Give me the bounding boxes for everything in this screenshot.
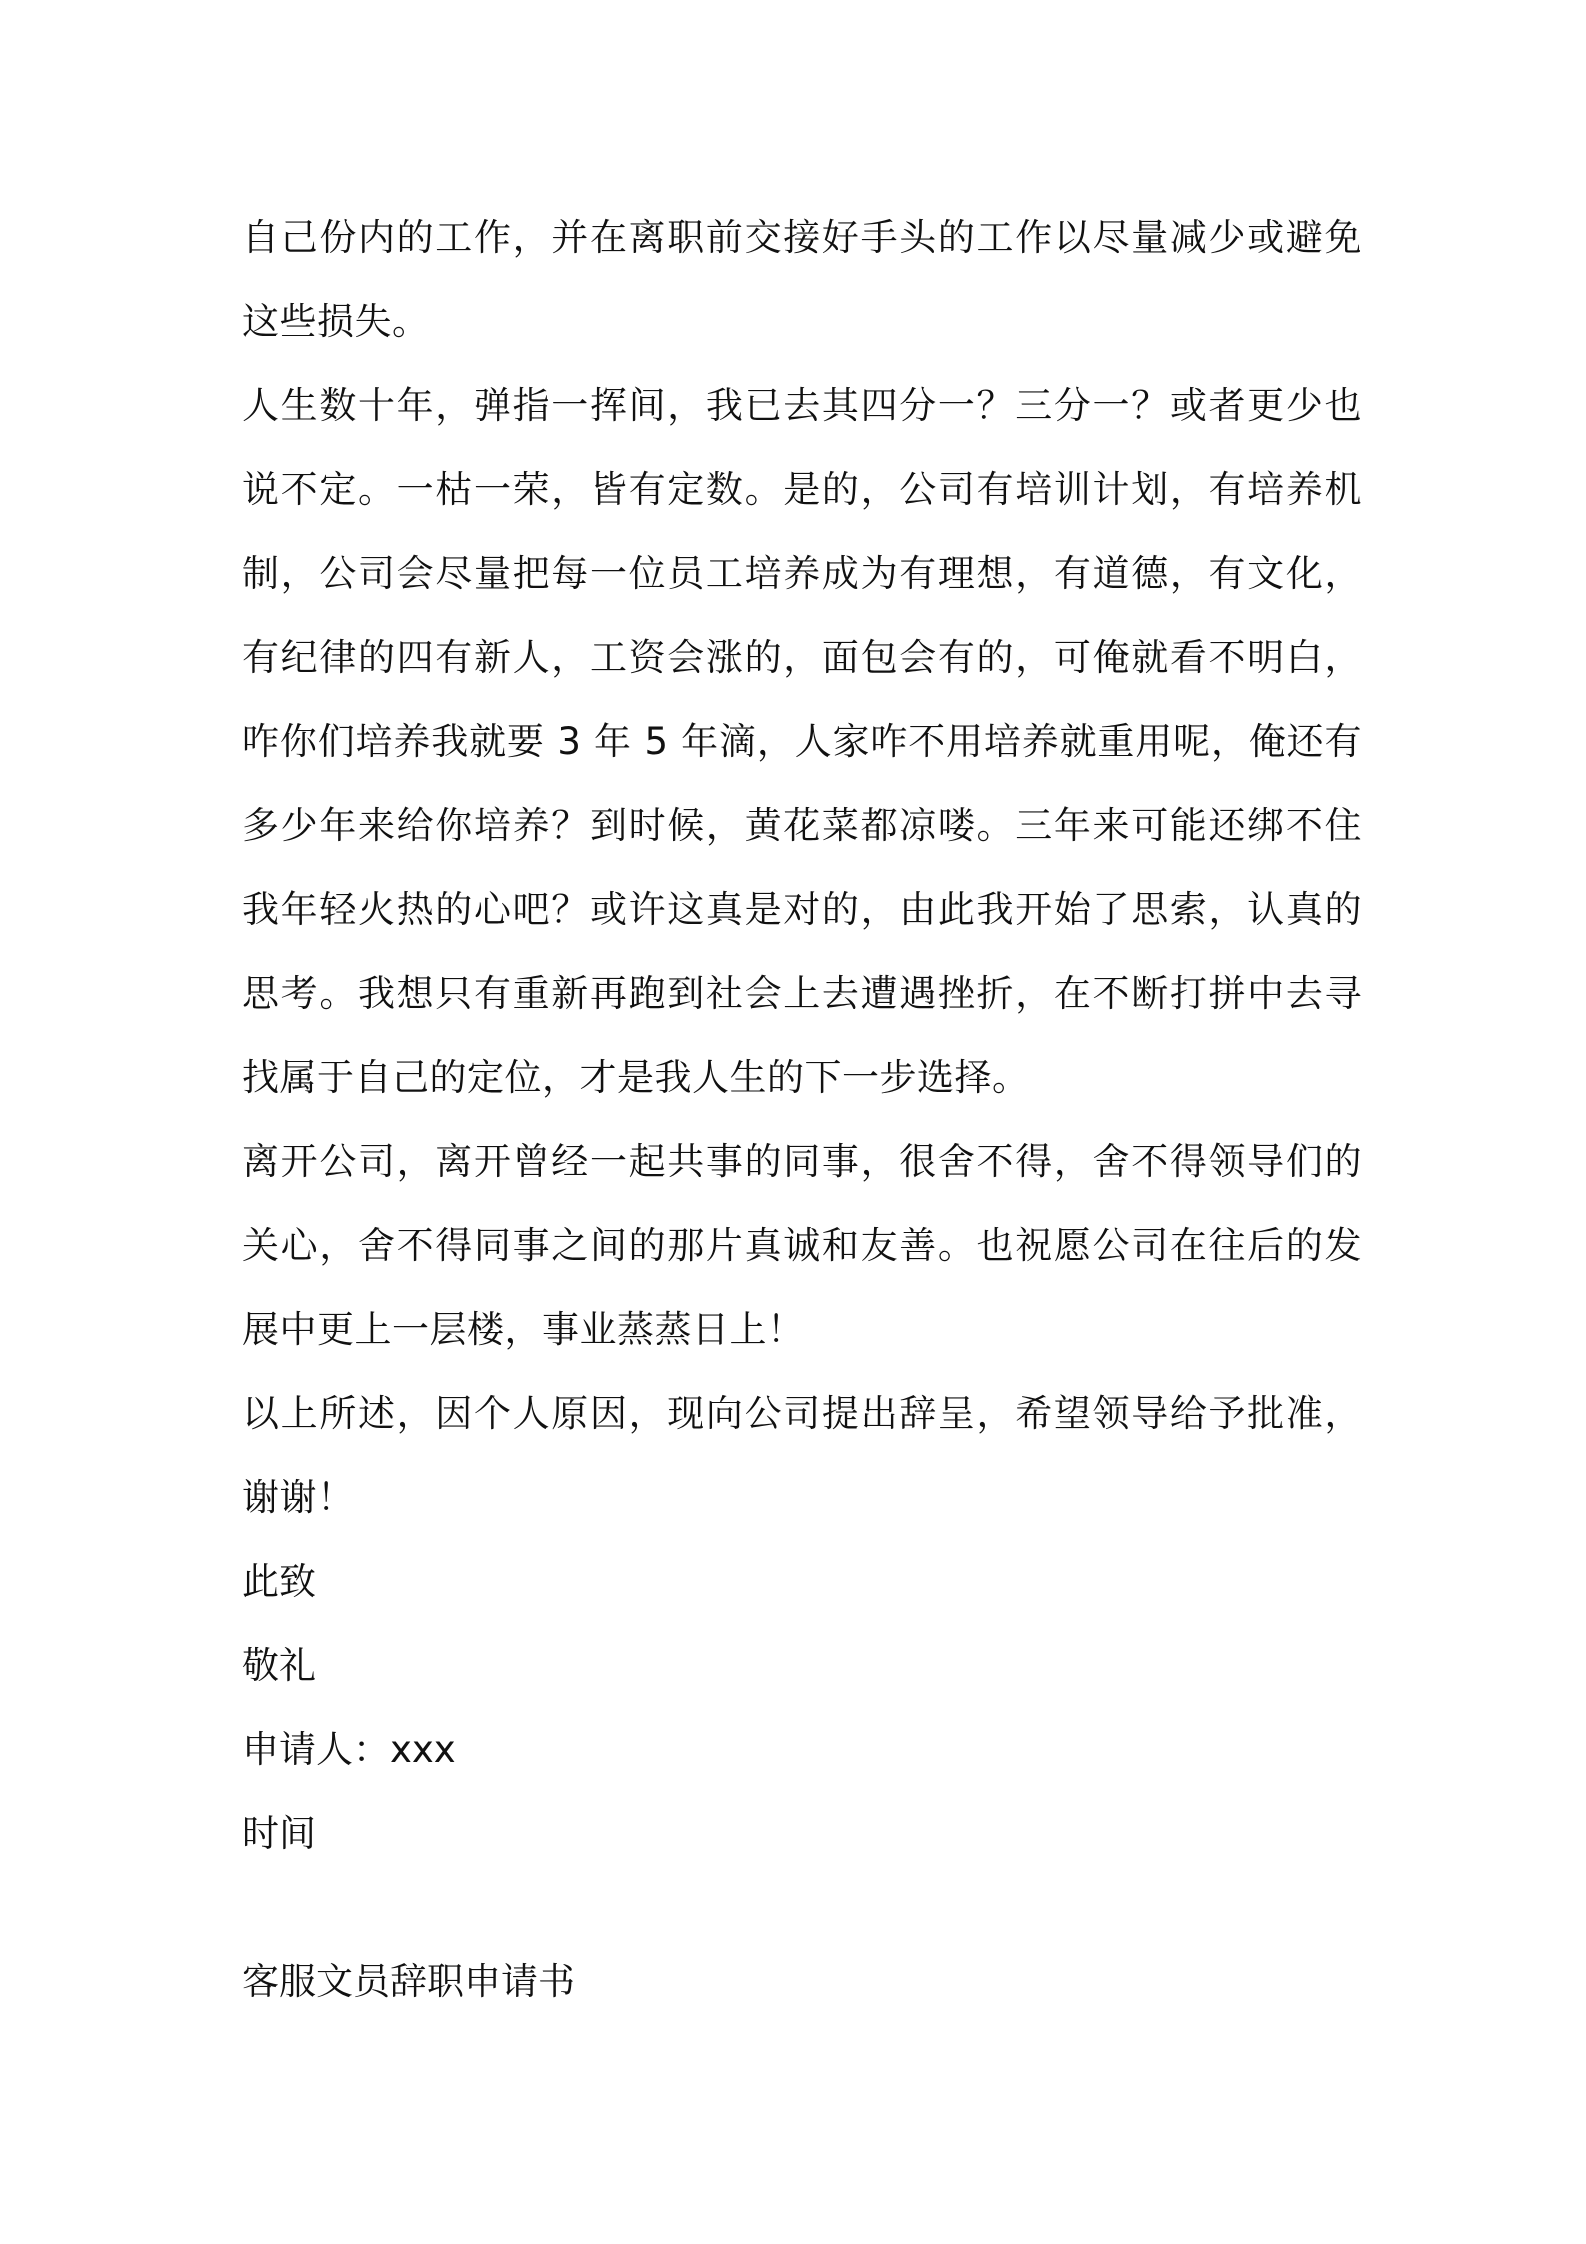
applicant-line: 申请人：xxx [242, 1728, 456, 1771]
closing-line: 此致 [242, 1560, 316, 1603]
paragraph-resignation-request: 以上所述，因个人原因，现向公司提出辞呈，希望领导给予批准，谢谢！ [242, 1392, 1362, 1519]
salutation-line: 敬礼 [242, 1644, 316, 1687]
paragraph-life-reflection: 人生数十年，弹指一挥间，我已去其四分一？三分一？或者更少也说不定。一枯一荣，皆有定数。是的，公司有培训计划，有培养机制，公司会尽量把每一位员工培养成为有理想，有道德，有文化，有纪律的四有新人，工资会涨的，面包会有的，可俺就看不明白，咋你们培养我就要 3 年 5 年滴，人家咋不用培养就重用呢，俺还有多少年来给你培养？到时候，黄花菜都凉喽。三年来可能还绑不住我年轻火热的心吧？或许这真是对的，由此我开始了思索，认真的思考。我想只有重新再跑到社会上去遭遇挫折，在不断打拼中去寻找属于自己的定位，才是我人生的下一步选择。 [242, 384, 1362, 1099]
paragraph-farewell: 离开公司，离开曾经一起共事的同事，很舍不得，舍不得领导们的关心，舍不得同事之间的那片真诚和友善。也祝愿公司在往后的发展中更上一层楼，事业蒸蒸日上！ [242, 1140, 1362, 1351]
letter-body [242, 196, 1362, 1876]
next-document-title: 客服文员辞职申请书 [242, 1960, 575, 2003]
date-line: 时间 [242, 1812, 316, 1855]
paragraph-handover: 自己份内的工作，并在离职前交接好手头的工作以尽量减少或避免这些损失。 [242, 216, 1362, 343]
